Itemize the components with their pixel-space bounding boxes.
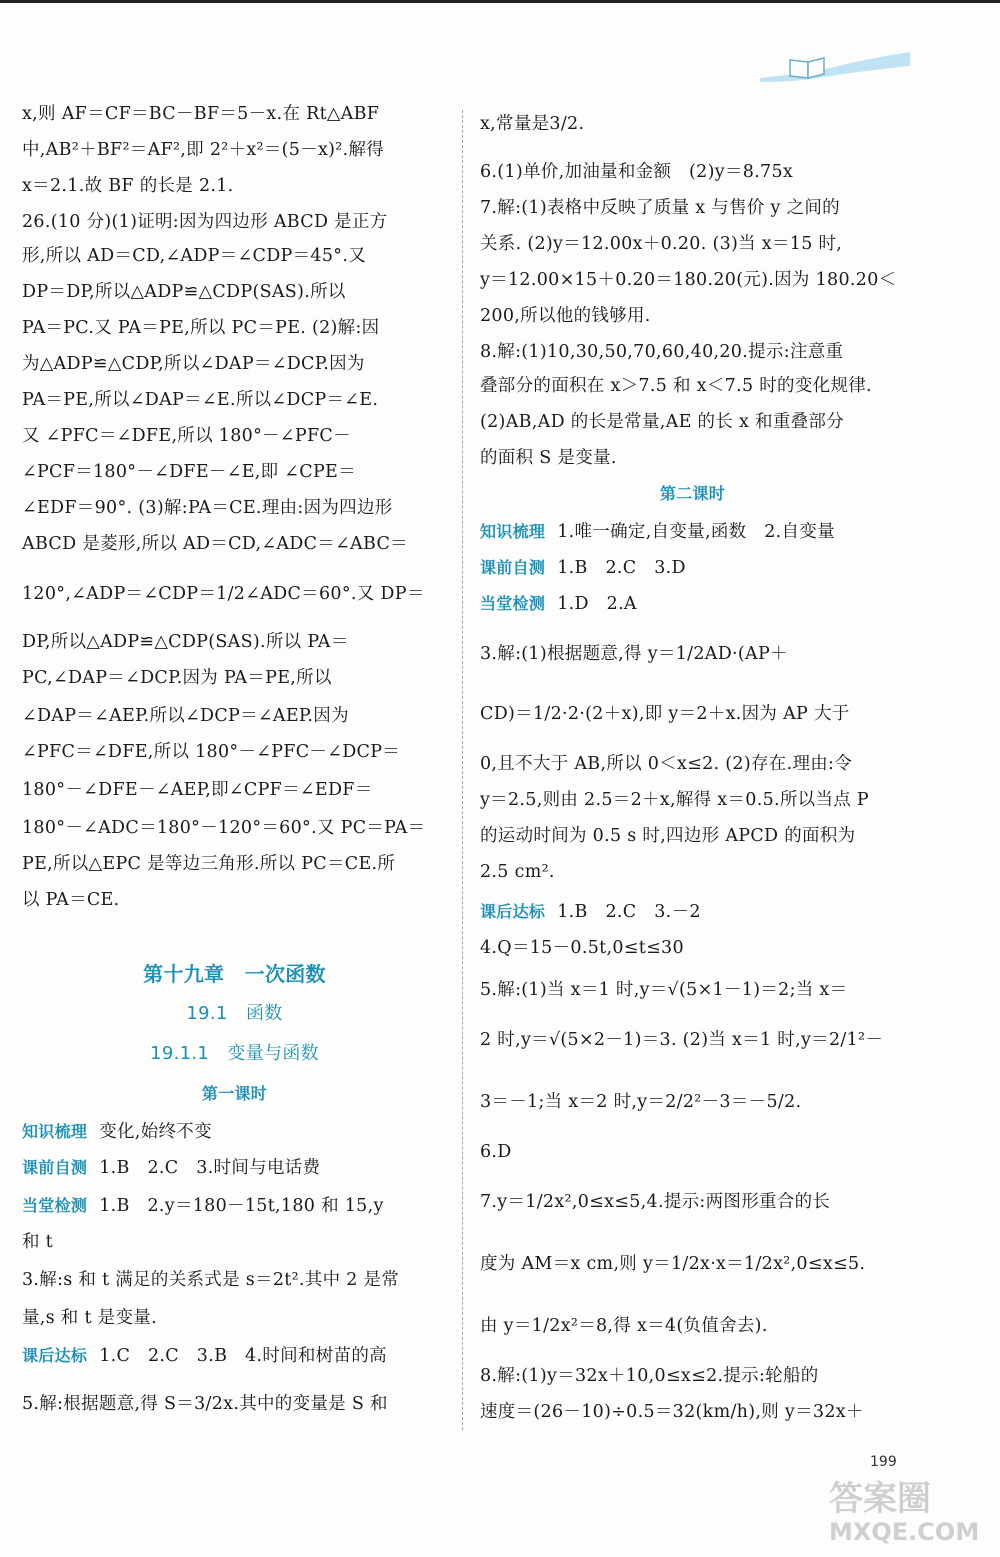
subsection-title: 19.1.1 变量与函数 <box>150 1043 319 1064</box>
text-line: (2)AB,AD 的长是常量,AE 的长 x 和重叠部分 <box>480 412 845 432</box>
text-line: 7.y＝1/2x²,0≤x≤5,4.提示:两图形重合的长 <box>480 1192 831 1212</box>
text-line: 8.解:(1)y＝32x＋10,0≤x≤2.提示:轮船的 <box>480 1366 819 1386</box>
text-line: ∠PCF＝180°－∠DFE－∠E,即 ∠CPE＝ <box>22 462 356 482</box>
text-line: 2 时,y＝√(5×2－1)＝3. (2)当 x＝1 时,y＝2/1²－ <box>480 1030 884 1050</box>
text-line: PC,∠DAP＝∠DCP.因为 PA＝PE,所以 <box>22 668 332 688</box>
text-line: 5.解:根据题意,得 S＝3/2x.其中的变量是 S 和 <box>22 1394 388 1414</box>
text-line: 由 y＝1/2x²＝8,得 x＝4(负值舍去). <box>480 1316 768 1336</box>
text-line: 3.解:s 和 t 满足的关系式是 s＝2t².其中 2 是常 <box>22 1270 400 1290</box>
item-tag: 知识梳理 <box>480 522 546 541</box>
item-text: 1.B 2.C 3.时间与电话费 <box>99 1158 321 1178</box>
answer-item <box>22 1156 320 1180</box>
text-line: 180°－∠ADC＝180°－120°＝60°.又 PC＝PA＝ <box>22 818 426 838</box>
section-title: 19.1 函数 <box>186 1003 283 1024</box>
text-line: 7.解:(1)表格中反映了质量 x 与售价 y 之间的 <box>480 198 840 218</box>
item-text: 1.B 2.C 3.－2 <box>557 902 701 922</box>
text-line: 量,s 和 t 是变量. <box>22 1308 157 1328</box>
book-icon <box>760 48 910 84</box>
watermark-bottom-text: MXQE.COM <box>829 1518 980 1545</box>
text-line: 的面积 S 是变量. <box>480 448 617 468</box>
answer-item <box>480 592 637 616</box>
item-tag: 当堂检测 <box>480 594 546 613</box>
item-text: 1.D 2.A <box>557 594 637 614</box>
text-line: DP,所以△ADP≌△CDP(SAS).所以 PA＝ <box>22 632 349 652</box>
text-line: 又 ∠PFC＝∠DFE,所以 180°－∠PFC－ <box>22 426 351 446</box>
item-text: 1.B 2.C 3.D <box>557 558 686 578</box>
text-line: 4.Q＝15－0.5t,0≤t≤30 <box>480 938 684 958</box>
item-text: 1.C 2.C 3.B 4.时间和树苗的高 <box>99 1346 387 1366</box>
text-line: 度为 AM＝x cm,则 y＝1/2x·x＝1/2x²,0≤x≤5. <box>480 1254 866 1274</box>
text-line: 速度＝(26－10)÷0.5＝32(km/h),则 y＝32x＋ <box>480 1402 864 1422</box>
text-line: ∠EDF＝90°. (3)解:PA＝CE.理由:因为四边形 <box>22 498 393 518</box>
text-line: CD)＝1/2·2·(2＋x),即 y＝2＋x.因为 AP 大于 <box>480 704 850 724</box>
answer-item <box>22 1120 212 1144</box>
text-line: 26.(10 分)(1)证明:因为四边形 ABCD 是正方 <box>22 212 388 232</box>
text-line: 0,且不大于 AB,所以 0＜x≤2. (2)存在.理由:令 <box>480 754 853 774</box>
text-line: y＝12.00×15＋0.20＝180.20(元).因为 180.20＜ <box>480 270 897 290</box>
text-line: 6.D <box>480 1142 512 1162</box>
text-line: 和 t <box>22 1232 53 1252</box>
text-line: 关系. (2)y＝12.00x＋0.20. (3)当 x＝15 时, <box>480 234 843 254</box>
text-line: DP＝DP,所以△ADP≌△CDP(SAS).所以 <box>22 282 346 302</box>
text-line: 为△ADP≌△CDP,所以∠DAP＝∠DCP.因为 <box>22 354 365 374</box>
text-line: 120°,∠ADP＝∠CDP＝1/2∠ADC＝60°.又 DP＝ <box>22 584 425 604</box>
text-line: 180°－∠DFE－∠AEP,即∠CPF＝∠EDF＝ <box>22 780 373 800</box>
text-line: 2.5 cm². <box>480 862 555 882</box>
text-line: x,常量是3/2. <box>480 114 585 134</box>
text-line: 3＝－1;当 x＝2 时,y＝2/2²－3＝－5/2. <box>480 1092 802 1112</box>
lesson-title: 第二课时 <box>659 484 726 503</box>
text-line: x,则 AF＝CF＝BC－BF＝5－x.在 Rt△ABF <box>22 104 380 124</box>
text-line: 中,AB²＋BF²＝AF²,即 2²＋x²＝(5－x)².解得 <box>22 140 385 160</box>
text-line: ∠DAP＝∠AEP.所以∠DCP＝∠AEP.因为 <box>22 706 349 726</box>
text-line: 的运动时间为 0.5 s 时,四边形 APCD 的面积为 <box>480 826 856 846</box>
item-tag: 当堂检测 <box>22 1196 88 1215</box>
text-line: ∠PFC＝∠DFE,所以 180°－∠PFC－∠DCP＝ <box>22 742 401 762</box>
item-tag: 课前自测 <box>22 1158 88 1177</box>
item-text: 1.唯一确定,自变量,函数 2.自变量 <box>557 522 835 542</box>
text-line: 叠部分的面积在 x＞7.5 和 x＜7.5 时的变化规律. <box>480 376 872 396</box>
item-tag: 课后达标 <box>480 902 546 921</box>
text-line: y＝2.5,则由 2.5＝2＋x,解得 x＝0.5.所以当点 P <box>480 790 870 810</box>
text-line: 形,所以 AD＝CD,∠ADP＝∠CDP＝45°.又 <box>22 246 366 266</box>
text-line: PE,所以△EPC 是等边三角形.所以 PC＝CE.所 <box>22 854 396 874</box>
text-line: x＝2.1.故 BF 的长是 2.1. <box>22 176 234 196</box>
text-line: 5.解:(1)当 x＝1 时,y＝√(5×1－1)＝2;当 x＝ <box>480 980 848 1000</box>
lesson-title: 第一课时 <box>201 1084 268 1103</box>
page-number: 199 <box>870 1454 897 1470</box>
text-line: 3.解:(1)根据题意,得 y＝1/2AD·(AP＋ <box>480 644 788 664</box>
top-border <box>0 0 1000 3</box>
answer-item <box>480 900 701 924</box>
item-text: 1.B 2.y＝180－15t,180 和 15,y <box>99 1196 384 1216</box>
item-tag: 知识梳理 <box>22 1122 88 1141</box>
text-line: 以 PA＝CE. <box>22 890 120 910</box>
text-line: 6.(1)单价,加油量和金额 (2)y＝8.75x <box>480 162 794 182</box>
text-line: 8.解:(1)10,30,50,70,60,40,20.提示:注意重 <box>480 342 844 362</box>
answer-item <box>480 556 686 580</box>
watermark-logo <box>825 1470 995 1545</box>
column-divider <box>462 110 463 1430</box>
text-line: 200,所以他的钱够用. <box>480 306 651 326</box>
item-text: 变化,始终不变 <box>99 1122 212 1142</box>
text-line: PA＝PE,所以∠DAP＝∠E.所以∠DCP＝∠E. <box>22 390 379 410</box>
text-line: ABCD 是菱形,所以 AD＝CD,∠ADC＝∠ABC＝ <box>22 534 408 554</box>
answer-item <box>22 1344 387 1368</box>
text-line: PA＝PC.又 PA＝PE,所以 PC＝PE. (2)解:因 <box>22 318 380 338</box>
item-tag: 课后达标 <box>22 1346 88 1365</box>
chapter-title: 第十九章 一次函数 <box>143 962 326 986</box>
item-tag: 课前自测 <box>480 558 546 577</box>
answer-item <box>22 1194 384 1218</box>
answer-item <box>480 520 835 544</box>
watermark-top-text: 答案圈 <box>829 1479 931 1519</box>
